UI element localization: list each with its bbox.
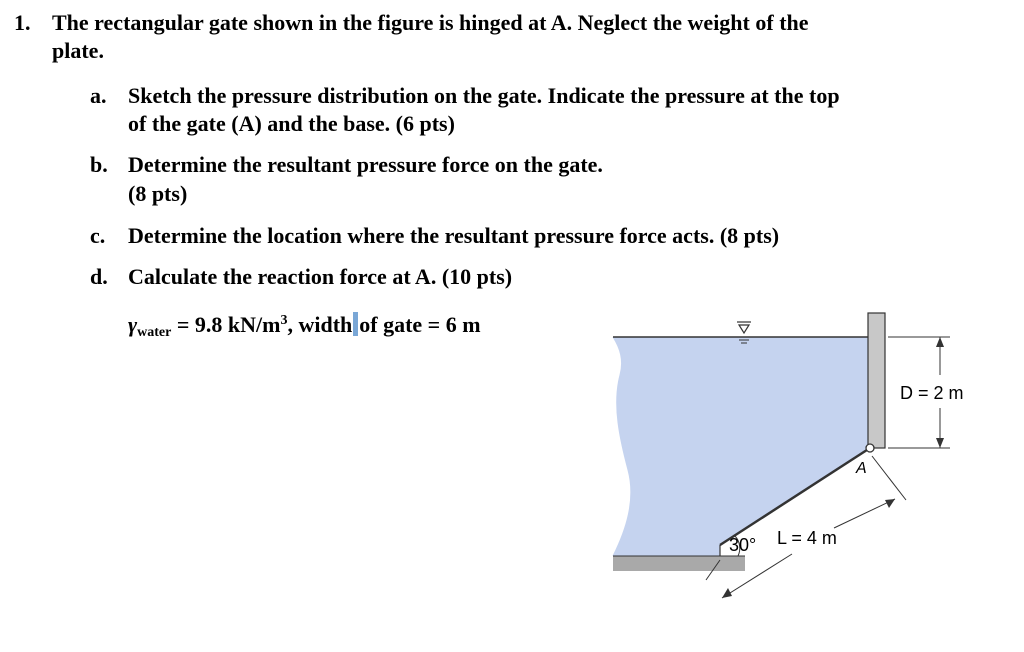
hinge-label: A — [856, 460, 867, 477]
gamma-symbol: γ — [128, 312, 138, 337]
problem-number: 1. — [14, 10, 31, 35]
part-a-text-line2: of the gate (A) and the base. (6 pts) — [128, 111, 455, 136]
width-suffix: of gate = 6 m — [359, 312, 481, 337]
part-b-text-line1: Determine the resultant pressure force on the gate. — [128, 152, 603, 177]
part-c-label: c. — [90, 223, 106, 248]
part-c-text-line1: Determine the location where the resultant pressure force acts. (8 pts) — [128, 223, 780, 248]
problem-statement-line2: plate. — [52, 38, 104, 63]
part-d-text-line1: Calculate the reaction force at A. (10 pts) — [128, 264, 513, 289]
vertical-wall — [868, 313, 885, 448]
gamma-value: = 9.8 kN/m — [171, 312, 281, 337]
ground-base — [613, 556, 745, 571]
problem-statement-line1: The rectangular gate shown in the figure is hinged at A. Neglect the weight of the — [52, 10, 809, 35]
part-a-label: a. — [90, 83, 107, 108]
hinge-icon — [866, 444, 874, 452]
part-b-label: b. — [90, 152, 108, 177]
part-d-label: d. — [90, 264, 108, 289]
water-region — [613, 337, 870, 556]
part-b-text-line2: (8 pts) — [128, 181, 188, 206]
angle-label: 30° — [729, 535, 757, 555]
part-a-text-line1: Sketch the pressure distribution on the gate. Indicate the pressure at the top — [128, 83, 840, 108]
depth-label: D = 2 m — [900, 383, 964, 403]
width-prefix: , width — [287, 312, 353, 337]
free-surface-icon — [737, 322, 751, 343]
gamma-exponent: 3 — [280, 313, 288, 328]
length-label: L = 4 m — [777, 528, 837, 548]
gamma-subscript: water — [137, 325, 172, 340]
